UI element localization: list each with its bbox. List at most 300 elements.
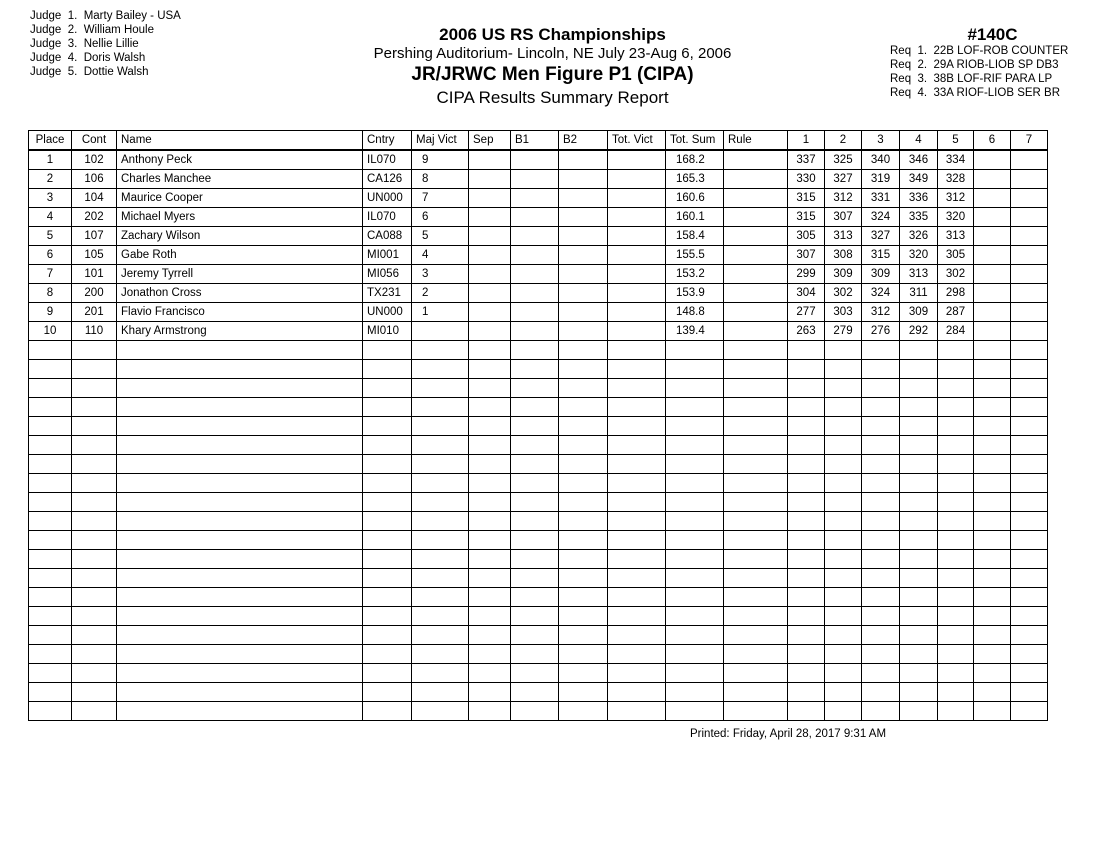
empty-cell: [469, 341, 511, 360]
empty-cell: [559, 664, 608, 683]
empty-cell: [724, 645, 788, 664]
empty-cell: [511, 341, 559, 360]
judge-2: Judge 2. William Houle: [30, 24, 154, 36]
empty-table-row: [29, 436, 1048, 455]
empty-cell: [825, 398, 862, 417]
empty-cell: [511, 379, 559, 398]
empty-cell: [511, 664, 559, 683]
cell-b1: [511, 189, 559, 208]
empty-cell: [788, 626, 825, 645]
cell-b1: [511, 246, 559, 265]
cell-5: 298: [938, 284, 974, 303]
empty-cell: [724, 607, 788, 626]
empty-cell: [825, 588, 862, 607]
empty-cell: [559, 379, 608, 398]
cell-1: 315: [788, 189, 825, 208]
empty-cell: [29, 702, 72, 721]
table-row: [29, 170, 1048, 189]
empty-cell: [724, 702, 788, 721]
empty-cell: [29, 436, 72, 455]
empty-cell: [1011, 379, 1048, 398]
empty-cell: [788, 455, 825, 474]
empty-cell: [900, 702, 938, 721]
cell-cont: 102: [72, 150, 117, 170]
empty-cell: [559, 341, 608, 360]
empty-cell: [938, 455, 974, 474]
cell-cntry: CA126: [363, 170, 412, 189]
empty-cell: [1011, 702, 1048, 721]
empty-cell: [72, 588, 117, 607]
empty-cell: [117, 493, 363, 512]
column-header-place: Place: [29, 131, 72, 151]
cell-tot-sum: 168.2: [666, 150, 724, 170]
cell-rule: [724, 208, 788, 227]
empty-cell: [29, 360, 72, 379]
empty-cell: [29, 626, 72, 645]
empty-cell: [412, 398, 469, 417]
cell-name: Zachary Wilson: [117, 227, 363, 246]
empty-cell: [825, 341, 862, 360]
empty-cell: [363, 360, 412, 379]
empty-cell: [559, 683, 608, 702]
empty-cell: [724, 379, 788, 398]
empty-cell: [974, 683, 1011, 702]
cell-6: [974, 150, 1011, 170]
empty-cell: [862, 664, 900, 683]
empty-cell: [666, 474, 724, 493]
cell-b1: [511, 265, 559, 284]
column-header-sep: Sep: [469, 131, 511, 151]
column-header-b2: B2: [559, 131, 608, 151]
empty-cell: [29, 512, 72, 531]
empty-cell: [608, 588, 666, 607]
empty-cell: [1011, 493, 1048, 512]
empty-cell: [788, 645, 825, 664]
cell-place: 6: [29, 246, 72, 265]
empty-cell: [117, 455, 363, 474]
cell-b2: [559, 150, 608, 170]
empty-table-row: [29, 455, 1048, 474]
cell-b1: [511, 150, 559, 170]
cell-b1: [511, 170, 559, 189]
cell-4: 292: [900, 322, 938, 341]
cell-maj-vict: 3: [412, 265, 469, 284]
empty-cell: [1011, 607, 1048, 626]
empty-cell: [412, 417, 469, 436]
empty-cell: [511, 512, 559, 531]
empty-cell: [974, 360, 1011, 379]
empty-cell: [825, 569, 862, 588]
empty-cell: [469, 531, 511, 550]
cell-5: 302: [938, 265, 974, 284]
empty-cell: [117, 360, 363, 379]
empty-cell: [862, 531, 900, 550]
empty-cell: [900, 683, 938, 702]
empty-cell: [938, 493, 974, 512]
empty-cell: [666, 417, 724, 436]
empty-cell: [117, 379, 363, 398]
requirement-4: Req 4. 33A RIOF-LIOB SER BR: [890, 87, 1061, 99]
empty-cell: [412, 360, 469, 379]
empty-cell: [72, 493, 117, 512]
cell-maj-vict: 2: [412, 284, 469, 303]
cell-cont: 200: [72, 284, 117, 303]
cell-5: 284: [938, 322, 974, 341]
empty-cell: [559, 417, 608, 436]
cell-5: 312: [938, 189, 974, 208]
empty-cell: [72, 569, 117, 588]
cell-2: 325: [825, 150, 862, 170]
empty-cell: [608, 398, 666, 417]
empty-cell: [412, 436, 469, 455]
empty-cell: [511, 683, 559, 702]
column-header-name: Name: [117, 131, 363, 151]
empty-cell: [862, 569, 900, 588]
cell-b2: [559, 265, 608, 284]
empty-cell: [666, 626, 724, 645]
cell-5: 313: [938, 227, 974, 246]
empty-cell: [608, 379, 666, 398]
empty-cell: [117, 512, 363, 531]
judge-3: Judge 3. Nellie Lillie: [30, 38, 139, 50]
empty-cell: [938, 417, 974, 436]
empty-cell: [825, 512, 862, 531]
column-header-cntry: Cntry: [363, 131, 412, 151]
empty-cell: [72, 379, 117, 398]
empty-cell: [900, 550, 938, 569]
cell-cntry: MI056: [363, 265, 412, 284]
empty-cell: [974, 398, 1011, 417]
cell-b2: [559, 227, 608, 246]
empty-cell: [724, 474, 788, 493]
cell-7: [1011, 208, 1048, 227]
empty-cell: [724, 455, 788, 474]
report-header: [340, 24, 765, 109]
cell-sep: [469, 303, 511, 322]
empty-cell: [412, 683, 469, 702]
empty-cell: [825, 531, 862, 550]
empty-cell: [559, 702, 608, 721]
empty-table-row: [29, 645, 1048, 664]
empty-cell: [974, 607, 1011, 626]
cell-1: 337: [788, 150, 825, 170]
cell-rule: [724, 246, 788, 265]
empty-cell: [469, 455, 511, 474]
empty-cell: [974, 417, 1011, 436]
empty-cell: [608, 702, 666, 721]
empty-cell: [825, 664, 862, 683]
empty-cell: [412, 493, 469, 512]
results-table: [28, 130, 1048, 721]
empty-cell: [788, 702, 825, 721]
empty-cell: [559, 550, 608, 569]
empty-cell: [825, 493, 862, 512]
empty-cell: [608, 493, 666, 512]
empty-cell: [363, 683, 412, 702]
empty-cell: [608, 436, 666, 455]
cell-7: [1011, 189, 1048, 208]
empty-cell: [363, 664, 412, 683]
cell-tot-vict: [608, 284, 666, 303]
cell-maj-vict: 8: [412, 170, 469, 189]
cell-4: 309: [900, 303, 938, 322]
empty-cell: [1011, 683, 1048, 702]
column-header-7: 7: [1011, 131, 1048, 151]
empty-cell: [1011, 569, 1048, 588]
cell-6: [974, 303, 1011, 322]
cell-cont: 101: [72, 265, 117, 284]
empty-cell: [412, 512, 469, 531]
empty-cell: [974, 550, 1011, 569]
empty-cell: [724, 398, 788, 417]
cell-3: 324: [862, 208, 900, 227]
empty-cell: [938, 569, 974, 588]
empty-cell: [117, 588, 363, 607]
cell-sep: [469, 322, 511, 341]
empty-table-row: [29, 626, 1048, 645]
empty-cell: [974, 341, 1011, 360]
cell-name: Flavio Francisco: [117, 303, 363, 322]
empty-cell: [666, 702, 724, 721]
empty-cell: [608, 683, 666, 702]
report-subtitle: CIPA Results Summary Report: [436, 88, 669, 107]
cell-place: 4: [29, 208, 72, 227]
empty-cell: [666, 569, 724, 588]
cell-6: [974, 189, 1011, 208]
empty-cell: [412, 455, 469, 474]
empty-table-row: [29, 398, 1048, 417]
table-header-row: [29, 131, 1048, 151]
cell-4: 313: [900, 265, 938, 284]
empty-cell: [862, 550, 900, 569]
cell-3: 276: [862, 322, 900, 341]
empty-cell: [788, 664, 825, 683]
cell-cont: 110: [72, 322, 117, 341]
cell-tot-sum: 139.4: [666, 322, 724, 341]
empty-cell: [412, 626, 469, 645]
cell-sep: [469, 284, 511, 303]
cell-name: Gabe Roth: [117, 246, 363, 265]
column-header-b1: B1: [511, 131, 559, 151]
cell-name: Jeremy Tyrrell: [117, 265, 363, 284]
empty-cell: [825, 626, 862, 645]
empty-cell: [559, 474, 608, 493]
empty-cell: [511, 398, 559, 417]
empty-cell: [666, 436, 724, 455]
cell-6: [974, 322, 1011, 341]
empty-table-row: [29, 493, 1048, 512]
empty-cell: [72, 626, 117, 645]
empty-cell: [900, 569, 938, 588]
empty-cell: [117, 531, 363, 550]
empty-cell: [938, 474, 974, 493]
cell-sep: [469, 265, 511, 284]
cell-name: Anthony Peck: [117, 150, 363, 170]
empty-cell: [117, 607, 363, 626]
empty-table-row: [29, 607, 1048, 626]
empty-table-row: [29, 569, 1048, 588]
empty-cell: [29, 398, 72, 417]
empty-cell: [974, 512, 1011, 531]
cell-7: [1011, 227, 1048, 246]
empty-cell: [938, 626, 974, 645]
empty-cell: [724, 341, 788, 360]
empty-cell: [29, 417, 72, 436]
cell-place: 3: [29, 189, 72, 208]
column-header-maj-vict: Maj Vict: [412, 131, 469, 151]
cell-b1: [511, 208, 559, 227]
cell-cont: 106: [72, 170, 117, 189]
empty-cell: [862, 417, 900, 436]
cell-cont: 202: [72, 208, 117, 227]
cell-6: [974, 227, 1011, 246]
cell-5: 305: [938, 246, 974, 265]
empty-cell: [974, 379, 1011, 398]
cell-cntry: UN000: [363, 189, 412, 208]
empty-cell: [825, 474, 862, 493]
empty-cell: [363, 417, 412, 436]
empty-table-row: [29, 531, 1048, 550]
cell-place: 7: [29, 265, 72, 284]
cell-7: [1011, 170, 1048, 189]
empty-cell: [938, 436, 974, 455]
cell-tot-vict: [608, 208, 666, 227]
cell-5: 320: [938, 208, 974, 227]
cell-place: 9: [29, 303, 72, 322]
empty-cell: [511, 493, 559, 512]
cell-cont: 107: [72, 227, 117, 246]
cell-4: 335: [900, 208, 938, 227]
empty-cell: [117, 417, 363, 436]
empty-cell: [559, 645, 608, 664]
cell-b1: [511, 322, 559, 341]
column-header-tot-sum: Tot. Sum: [666, 131, 724, 151]
empty-table-row: [29, 417, 1048, 436]
empty-cell: [788, 360, 825, 379]
empty-cell: [1011, 664, 1048, 683]
empty-cell: [938, 531, 974, 550]
empty-cell: [724, 531, 788, 550]
cell-3: 309: [862, 265, 900, 284]
empty-table-row: [29, 588, 1048, 607]
event-info: [890, 26, 1090, 100]
empty-cell: [938, 550, 974, 569]
empty-cell: [72, 607, 117, 626]
empty-cell: [1011, 645, 1048, 664]
empty-cell: [862, 588, 900, 607]
empty-cell: [469, 398, 511, 417]
cell-rule: [724, 265, 788, 284]
table-row: [29, 150, 1048, 170]
cell-cntry: IL070: [363, 208, 412, 227]
empty-cell: [862, 474, 900, 493]
empty-cell: [825, 550, 862, 569]
empty-cell: [29, 683, 72, 702]
empty-cell: [117, 398, 363, 417]
cell-3: 315: [862, 246, 900, 265]
table-row: [29, 303, 1048, 322]
empty-table-row: [29, 379, 1048, 398]
empty-cell: [900, 436, 938, 455]
empty-cell: [1011, 626, 1048, 645]
empty-cell: [469, 702, 511, 721]
empty-table-row: [29, 664, 1048, 683]
empty-cell: [825, 645, 862, 664]
empty-cell: [900, 512, 938, 531]
cell-2: 302: [825, 284, 862, 303]
empty-cell: [862, 455, 900, 474]
empty-table-row: [29, 341, 1048, 360]
cell-rule: [724, 284, 788, 303]
empty-cell: [511, 455, 559, 474]
empty-cell: [72, 702, 117, 721]
cell-2: 312: [825, 189, 862, 208]
empty-table-row: [29, 702, 1048, 721]
empty-cell: [29, 550, 72, 569]
empty-cell: [29, 607, 72, 626]
empty-cell: [974, 474, 1011, 493]
empty-cell: [666, 341, 724, 360]
empty-cell: [608, 607, 666, 626]
cell-tot-vict: [608, 303, 666, 322]
cell-tot-vict: [608, 227, 666, 246]
empty-cell: [117, 436, 363, 455]
empty-cell: [788, 512, 825, 531]
cell-tot-vict: [608, 246, 666, 265]
cell-rule: [724, 150, 788, 170]
empty-cell: [862, 398, 900, 417]
empty-cell: [724, 550, 788, 569]
empty-cell: [559, 512, 608, 531]
cell-3: 327: [862, 227, 900, 246]
empty-cell: [117, 664, 363, 683]
empty-table-row: [29, 683, 1048, 702]
empty-cell: [511, 474, 559, 493]
table-row: [29, 265, 1048, 284]
empty-cell: [862, 379, 900, 398]
empty-cell: [559, 607, 608, 626]
cell-rule: [724, 189, 788, 208]
empty-cell: [1011, 398, 1048, 417]
judge-5: Judge 5. Dottie Walsh: [30, 66, 149, 78]
empty-cell: [666, 588, 724, 607]
empty-cell: [559, 626, 608, 645]
cell-tot-sum: 165.3: [666, 170, 724, 189]
judge-4: Judge 4. Doris Walsh: [30, 52, 146, 64]
cell-7: [1011, 265, 1048, 284]
cell-tot-sum: 153.2: [666, 265, 724, 284]
empty-cell: [559, 531, 608, 550]
cell-b2: [559, 284, 608, 303]
empty-cell: [825, 455, 862, 474]
empty-cell: [72, 341, 117, 360]
empty-cell: [29, 569, 72, 588]
empty-cell: [788, 417, 825, 436]
cell-place: 5: [29, 227, 72, 246]
cell-7: [1011, 246, 1048, 265]
printed-timestamp: Printed: Friday, April 28, 2017 9:31 AM: [690, 728, 887, 740]
empty-cell: [559, 455, 608, 474]
empty-cell: [724, 626, 788, 645]
empty-cell: [511, 417, 559, 436]
empty-cell: [724, 512, 788, 531]
empty-cell: [900, 379, 938, 398]
empty-cell: [511, 645, 559, 664]
empty-cell: [1011, 341, 1048, 360]
empty-cell: [788, 341, 825, 360]
cell-4: 336: [900, 189, 938, 208]
empty-cell: [29, 379, 72, 398]
